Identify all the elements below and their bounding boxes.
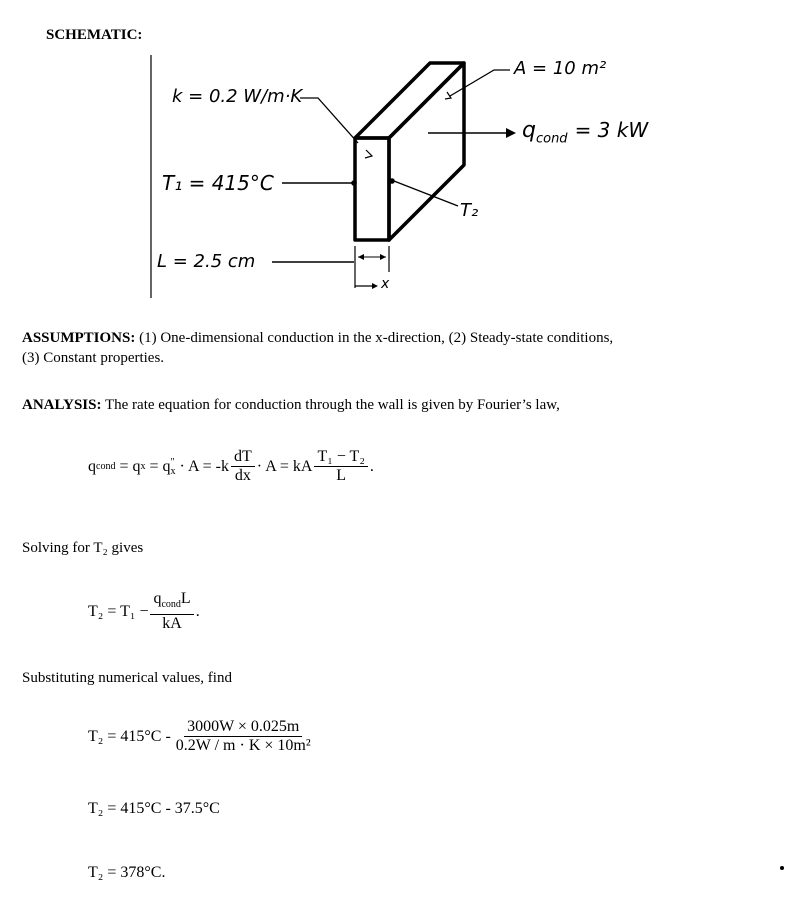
analysis-paragraph [22, 397, 560, 414]
k-leader [300, 98, 358, 143]
eq2-num-sub: cond [161, 599, 181, 611]
eq2-den: kA [162, 615, 182, 633]
eq2-lhs: T₂ = T₁ − [88, 602, 149, 620]
conductivity-label: k = 0.2 W/m·K [172, 86, 303, 107]
eq2-num-tail: L [180, 590, 191, 607]
t2-solved-equation [88, 590, 200, 633]
q-subscript: cond [535, 131, 568, 147]
t1-label: T₁ = 415°C [162, 171, 274, 195]
eq2-num [150, 590, 193, 615]
fourier-law-equation [88, 448, 374, 485]
schematic-heading: SCHEMATIC: [46, 27, 143, 43]
eq1-part4: · A = kA [256, 457, 313, 475]
eq1-lhs-sub: cond [96, 461, 116, 472]
assumptions-line-1: (1) One-dimensional conduction in the x-direction, (2) Steady-state conditions, [139, 330, 614, 346]
eq1-derivative-fraction [231, 448, 255, 485]
wall-block [355, 63, 464, 240]
assumptions-paragraph [22, 330, 613, 347]
eq1-frac1-num: dT [231, 448, 255, 467]
difference-equation: T₂ = 415°C - 37.5°C [88, 800, 220, 817]
eq1-part1-sub: x [140, 461, 146, 472]
assumptions-line-2: (3) Constant properties. [22, 350, 165, 366]
end-mark [780, 866, 784, 870]
eq1-frac1-den: dx [234, 467, 251, 484]
eq2-fraction [150, 590, 193, 633]
length-label: L = 2.5 cm [157, 251, 256, 272]
solving-text: Solving for T₂ gives [22, 540, 144, 556]
analysis-intro: The rate equation for conduction through the wall is given by Fourier’s law, [104, 397, 560, 413]
eq3-num: 3000W × 0.025m [184, 718, 302, 737]
assumptions-heading: ASSUMPTIONS: [22, 330, 136, 346]
x-axis-label: x [381, 276, 390, 292]
eq2-end: . [195, 602, 200, 620]
eq3-den: 0.2W / m · K × 10m² [175, 737, 311, 754]
q-cond-label [522, 118, 648, 146]
eq1-part2-sup: ″ [170, 456, 175, 468]
eq1-frac2-num: T₁ − T₂ [314, 448, 367, 467]
analysis-heading: ANALYSIS: [22, 397, 102, 413]
q-value: = 3 kW [574, 118, 649, 142]
final-result-equation: T₂ = 378°C. [88, 864, 166, 881]
eq2-num-q: q [153, 590, 162, 607]
area-leader [450, 70, 510, 96]
eq1-frac2-den: L [336, 467, 347, 484]
numeric-substitution-equation [88, 718, 316, 755]
substituting-text: Substituting numerical values, find [22, 670, 232, 686]
eq1-part2: = q [149, 457, 171, 475]
t2-label: T₂ [460, 200, 479, 221]
q-symbol: q [522, 118, 536, 143]
wall-schematic [0, 0, 788, 310]
eq1-temperature-fraction [314, 448, 367, 485]
eq1-part2-sub: x [170, 465, 176, 477]
eq1-end: . [369, 457, 374, 475]
q-arrowhead [506, 128, 516, 138]
eq1-part1: = q [119, 457, 141, 475]
eq1-lhs: q [88, 457, 96, 475]
eq1-part3: · A = -k [179, 457, 229, 475]
area-label: A = 10 m² [514, 58, 607, 79]
eq3-lhs: T₂ = 415°C - [88, 727, 171, 745]
eq3-fraction [173, 718, 314, 755]
